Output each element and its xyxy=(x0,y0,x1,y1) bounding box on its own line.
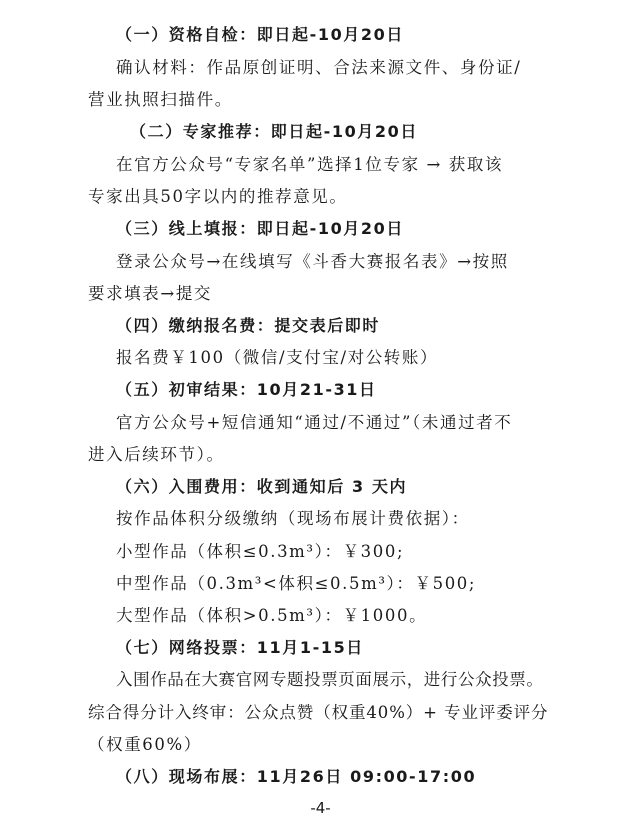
section-6-heading: （六）入围费用：收到通知后 3 天内 xyxy=(116,477,408,496)
section-1-text-line-2: 营业执照扫描件。 xyxy=(88,90,233,109)
section-1-text-line-1: 确认材料：作品原创证明、合法来源文件、身份证/ xyxy=(116,58,522,77)
section-7-text-line-2: 综合得分计入终审：公众点赞（权重40%）+ 专业评委评分 xyxy=(88,703,549,722)
section-7-text-line-3: （权重60%） xyxy=(88,735,202,754)
section-2-text-line-2: 专家出具50字以内的推荐意见。 xyxy=(88,187,348,206)
section-2-heading: （二）专家推荐：即日起-10月20日 xyxy=(130,122,418,141)
section-7-text-line-1: 入围作品在大赛官网专题投票页面展示，进行公众投票。 xyxy=(116,670,544,689)
section-3-text-line-2: 要求填表→提交 xyxy=(88,284,213,303)
section-4-text: 报名费￥100（微信/支付宝/对公转账） xyxy=(116,348,439,367)
section-6-text-line-3: 中型作品（0.3m³<体积≤0.5m³）：￥500; xyxy=(116,574,477,593)
section-8-heading: （八）现场布展：11月26日 09:00-17:00 xyxy=(116,767,477,786)
section-7-heading: （七）网络投票：11月1-15日 xyxy=(116,638,364,657)
section-3-text-line-1: 登录公众号→在线填写《斗香大赛报名表》→按照 xyxy=(116,252,509,271)
section-5-heading: （五）初审结果：10月21-31日 xyxy=(116,380,377,399)
section-6-text-line-2: 小型作品（体积≤0.3m³）：￥300; xyxy=(116,542,405,561)
section-3-heading: （三）线上填报：即日起-10月20日 xyxy=(116,219,404,238)
section-5-text-line-1: 官方公众号+短信通知“通过/不通过”（未通过者不 xyxy=(116,413,513,432)
section-6-text-line-4: 大型作品（体积>0.5m³）：￥1000。 xyxy=(116,606,428,625)
section-1-heading: （一）资格自检：即日起-10月20日 xyxy=(116,25,404,44)
section-4-heading: （四）缴纳报名费：提交表后即时 xyxy=(116,316,381,335)
section-2-text-line-1: 在官方公众号“专家名单”选择1位专家 → 获取该 xyxy=(116,155,504,174)
section-6-text-line-1: 按作品体积分级缴纳（现场布展计费依据）： xyxy=(116,509,470,528)
section-5-text-line-2: 进入后续环节）。 xyxy=(88,445,225,464)
page-number: -4- xyxy=(310,799,331,817)
